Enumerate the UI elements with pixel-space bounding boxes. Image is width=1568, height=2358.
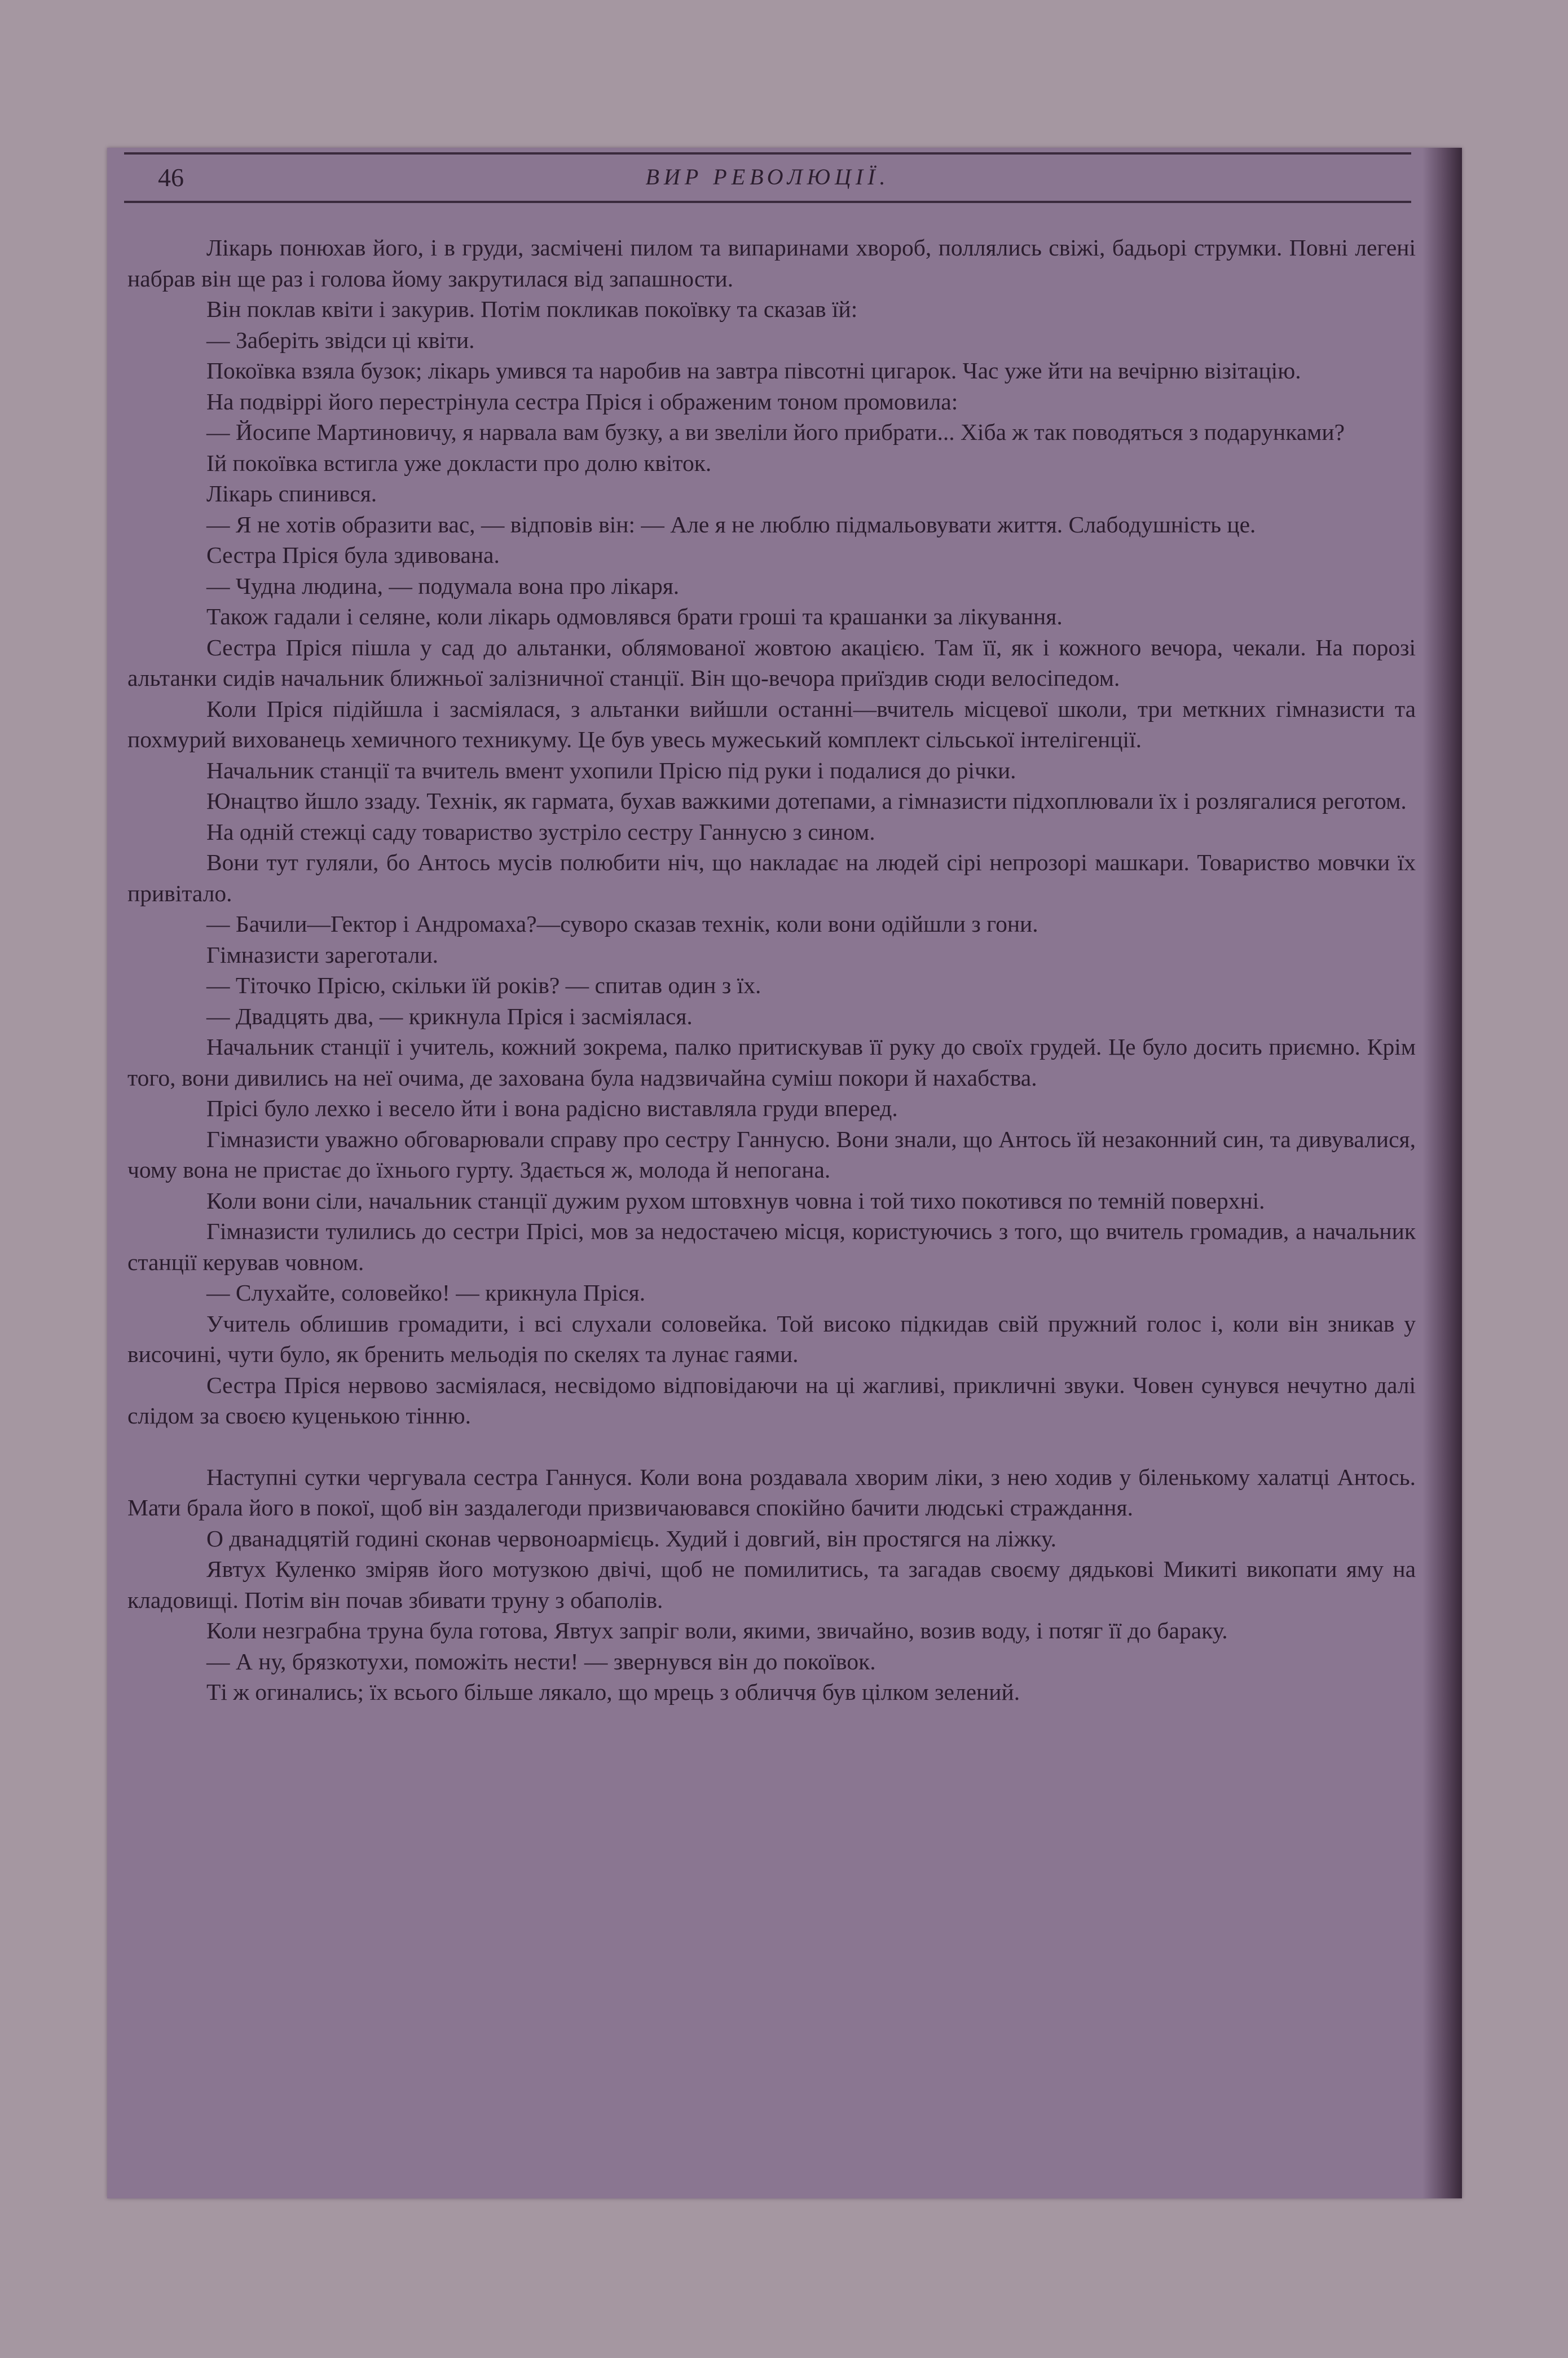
- paragraph: Також гадали і селяне, коли лікарь одмовлявся брати гроші та крашанки за лікування.: [206, 603, 1063, 629]
- book-page: [107, 148, 1462, 2198]
- paragraph: Учитель облишив громадити, і всі слухали соловейка. Той високо підкидав свій пружний голос і, коли він зникав у височині, чути було, як бренить мельодія по скелях та лунає гаями.: [127, 1310, 1416, 1367]
- paragraph: Вони тут гуляли, бо Антось мусів полюбити ніч, що накладає на людей сірі непрозорі машкари. Товариство мовчки їх привітало.: [127, 849, 1416, 906]
- header-rule-top: [124, 152, 1411, 155]
- paragraph: — Я не хотів образити вас, — відповів він: — Але я не люблю підмальовувати життя. Слабодушність це.: [206, 511, 1256, 537]
- paragraph: — А ну, брязкотухи, поможіть нести! — звернувся він до покоївок.: [206, 1648, 876, 1674]
- paragraph: Сестра Пріся була здивована.: [206, 542, 500, 568]
- paragraph: Гімназисти тулились до сестри Прісі, мов за недостачею місця, користуючись з того, що вчитель громадив, а начальник станції керував човном.: [127, 1218, 1416, 1275]
- paragraph: Коли вони сіли, начальник станції дужим рухом штовхнув човна і той тихо покотився по темній поверхні.: [206, 1187, 1265, 1214]
- paragraph: Сестра Пріся нервово засміялася, несвідомо відповідаючи на ці жагливі, прикличні звуки. Човен сунувся нечутно далі слідом за своєю куценькою тінню.: [127, 1372, 1416, 1429]
- paragraph: Ті ж огинались; їх всього більше лякало, що мрець з обличчя був цілком зелений.: [206, 1679, 1020, 1705]
- paragraph: Начальник станції та вчитель вмент ухопили Прісю під руки і подалися до річки.: [206, 757, 1016, 783]
- page-number: 46: [158, 163, 184, 192]
- paragraph: Сестра Пріся пішла у сад до альтанки, облямованої жовтою акацією. Там її, як і кожного вечора, чекали. На порозі альтанки сидів начальник ближньої залізничної станції. Він що-вечора приїздив сюди велосіпедом.: [127, 634, 1416, 691]
- paragraph: Покоївка взяла бузок; лікарь умився та наробив на завтра півсотні цигарок. Час уже йти на вечірню візітацію.: [206, 358, 1301, 384]
- paragraph: — Чудна людина, — подумала вона про лікаря.: [206, 572, 680, 599]
- paragraph: Юнацтво йшло ззаду. Технік, як гармата, бухав важкими дотепами, а гімназисти підхоплювали їх і розлягалися реготом.: [206, 788, 1407, 814]
- paragraph: На подвіррі його перестрінула сестра Пріся і ображеним тоном промовила:: [206, 388, 958, 415]
- paragraph: — Слухайте, соловейко! — крикнула Пріся.: [206, 1280, 646, 1306]
- paragraph: Явтух Куленко зміряв його мотузкою двічі, щоб не помилитись, та загадав своєму дядькові Микиті викопати яму на кладовищі. Потім він почав збивати труну з обаполів.: [127, 1556, 1416, 1613]
- paragraph: Ій покоївка встигла уже докласти про долю квіток.: [206, 449, 712, 476]
- header-rule-bottom: [124, 201, 1411, 203]
- paragraph: — Бачили—Гектор і Андромаха?—суворо сказав технік, коли вони одійшли з гони.: [206, 911, 1038, 937]
- paragraph: Наступні сутки чергувала сестра Ганнуся. Коли вона роздавала хворим ліки, з нею ходив у біленькому халатці Антось. Мати брала його в покої, щоб він заздалегоди призвичаювався спокійно бачити людські страждання.: [127, 1464, 1416, 1520]
- paragraph: На одній стежці саду товариство зустріло сестру Ганнусю з сином.: [206, 818, 875, 845]
- running-head: [124, 159, 1411, 199]
- paragraph: Він поклав квіти і закурив. Потім покликав покоївку та сказав їй:: [206, 296, 858, 322]
- paragraph: — Двадцять два, — крикнула Пріся і засміялася.: [206, 1003, 693, 1029]
- paragraph: Лікарь понюхав його, і в груди, засмічені пилом та випаринами хвороб, поллялись свіжі, бадьорі струмки. Повні легені набрав він ще раз і голова йому закрутилася від запашности.: [127, 235, 1416, 292]
- paragraph: Прісі було лехко і весело йти і вона радісно виставляла груди вперед.: [206, 1095, 898, 1121]
- paragraph: Гімназисти зареготали.: [206, 941, 439, 968]
- journal-title: ВИР РЕВОЛЮЦІЇ.: [645, 164, 890, 189]
- paragraph: — Йосипе Мартиновичу, я нарвала вам бузку, а ви звеліли його прибрати... Хіба ж так поводяться з подарунками?: [206, 419, 1345, 445]
- paragraph: Лікарь спинився.: [206, 481, 377, 506]
- body-text: [127, 232, 1416, 1708]
- paragraph: О дванадцятій годині сконав червоноармієць. Худий і довгий, він простягся на ліжку.: [206, 1525, 1056, 1552]
- paragraph: Коли незграбна труна була готова, Явтух запріг воли, якими, звичайно, возив воду, і потяг її до бараку.: [206, 1617, 1228, 1643]
- paragraph: Гімназисти уважно обговарювали справу про сестру Ганнусю. Вони знали, що Антось їй незаконний син, та дивувалися, чому вона не пристає до їхнього гурту. Здається ж, молода й непогана.: [127, 1126, 1416, 1183]
- paragraph: — Заберіть звідси ці квіти.: [206, 327, 475, 353]
- paragraph: Начальник станції і учитель, кожний зокрема, палко притискував її руку до своїх грудей. Це було досить приємно. Крім того, вони дивились на неї очима, де захована була надзвичайна суміш покори й нахабства.: [127, 1034, 1416, 1091]
- page-gutter-shadow: [1422, 148, 1462, 2198]
- paragraph: Коли Пріся підійшла і засміялася, з альтанки вийшли останні—вчитель місцевої школи, три меткних гімназисти та похмурий вихованець хемичного техникуму. Це був увесь мужеський комплект сільської інтелігенції.: [127, 695, 1416, 752]
- paragraph: — Тіточко Прісю, скільки їй років? — спитав один з їх.: [206, 972, 761, 998]
